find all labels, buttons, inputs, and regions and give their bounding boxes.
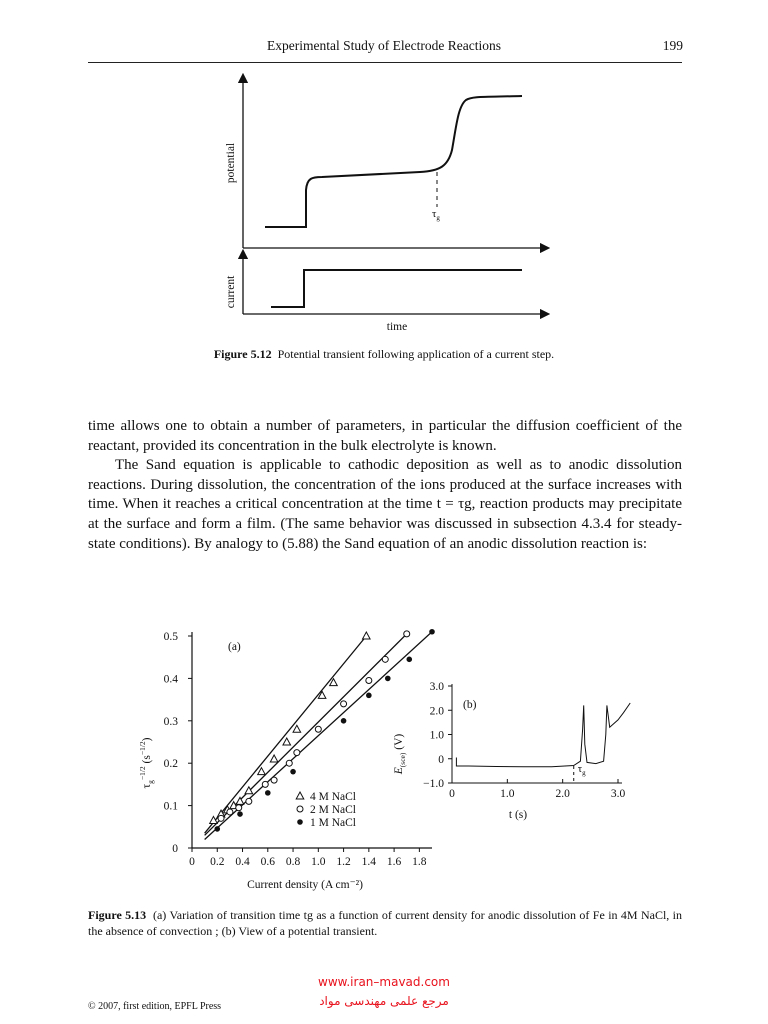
chart-b-y-tick-label: 0: [438, 753, 444, 766]
chart-a-data-point: [262, 781, 268, 787]
chart-a-x-tick-label: 0.4: [235, 856, 250, 868]
chart-a-y-tick-label: 0: [172, 843, 178, 855]
chart-a-legend-label: 1 M NaCl: [310, 817, 356, 829]
chart-b-x-tick-label: 0: [449, 788, 455, 800]
chart-b-ylabel: $E_{(sce)}$ (V): [393, 733, 407, 775]
chart-b-axes: [452, 684, 622, 783]
header-rule: [88, 62, 682, 63]
chart-a-data-point: [382, 656, 388, 662]
figure-5-13-caption-text: (a) Variation of transition time tg as a function of current density for anodic dissolution of Fe in 4M NaCl, in the absence of convection ; (b) View of a potential transient.: [88, 908, 683, 938]
chart-a-data-point: [429, 629, 435, 635]
chart-b-ticks: [423, 681, 625, 800]
chart-b-x-tick-label: 3.0: [610, 788, 626, 800]
chart-b-y-tick-label: 2.0: [429, 705, 444, 718]
copyright: © 2007, first edition, EPFL Press: [88, 1001, 222, 1012]
chart-a-legend-label: 2 M NaCl: [310, 804, 356, 816]
chart-a-data-point: [246, 798, 252, 804]
chart-a-data-point: [406, 657, 412, 663]
chart-a-data-point: [315, 726, 321, 732]
page-number: 199: [662, 38, 683, 53]
chart-b-y-tick-label: −1.0: [423, 778, 444, 790]
chart-a-x-tick-label: 1.4: [361, 856, 377, 868]
chart-a-y-tick-label: 0.1: [163, 800, 178, 813]
chart-a-x-tick-label: 1.2: [336, 856, 351, 868]
chart-b-x-tick-label: 1.0: [500, 788, 515, 800]
chart-a-data-point: [271, 777, 277, 783]
chart-a-x-tick-label: 1.8: [412, 856, 427, 868]
chart-b-y-tick-label: 1.0: [429, 729, 444, 742]
figure-5-13-caption-label: Figure 5.13: [88, 908, 147, 922]
chart-a-x-tick-label: 1.0: [311, 856, 326, 868]
chart-a-data-point: [283, 738, 291, 745]
chart-a-legend: [296, 791, 356, 829]
chart-a-y-tick-label: 0.5: [163, 631, 178, 643]
figure-5-12-caption-text: Potential transient following application of a current step.: [277, 347, 555, 361]
chart-a-data-point: [214, 826, 220, 832]
running-title: Experimental Study of Electrode Reactions: [267, 38, 501, 53]
figure-5-12-caption: [0, 346, 768, 362]
chart-a-data-point: [293, 725, 301, 732]
chart-a-data-point: [227, 809, 233, 815]
chart-a-x-tick-label: 0.8: [285, 856, 301, 868]
potential-label: potential: [225, 142, 237, 184]
chart-b-y-tick-label: 3.0: [429, 681, 444, 693]
watermark-url: www.iran–mavad.com: [318, 975, 450, 989]
time-label: time: [386, 321, 408, 333]
chart-a-data-point: [237, 811, 243, 817]
figure-5-13-caption: [88, 907, 682, 939]
chart-a-data-point: [258, 768, 266, 775]
chart-b-x-tick-label: 2.0: [555, 788, 570, 800]
chart-a-data-point: [363, 632, 371, 639]
chart-a-data-point: [341, 701, 347, 707]
chart-a-ylabel: $\tau_g^{-1/2}$ $(s^{-1/2})$: [138, 737, 155, 789]
current-step: [271, 270, 522, 307]
watermark-persian: مرجع علمی مهندسی مواد: [319, 994, 449, 1008]
potential-curve: [265, 96, 522, 227]
chart-a-legend-marker: [297, 806, 303, 812]
chart-a-x-tick-label: 0.2: [210, 856, 225, 868]
chart-b-transient-line: [456, 703, 630, 767]
figure-5-12: [0, 70, 768, 342]
figure-5-12-caption-label: Figure 5.12: [213, 347, 272, 361]
body-text: [88, 417, 682, 554]
chart-a-data-point: [290, 769, 296, 775]
chart-a-panel-label: (a): [228, 641, 241, 653]
chart-a-data-point: [236, 797, 244, 804]
chart-a-data-point: [270, 755, 278, 762]
chart-a-data-point: [218, 815, 224, 821]
paragraph-1: time allows one to obtain a number of parameters, in particular the diffusion coefficient of the reactant, provided its concentration in the bulk electrolyte is known.: [88, 418, 682, 454]
chart-a-data-point: [404, 631, 410, 637]
chart-a-x-tick-label: 1.6: [386, 856, 402, 868]
chart-a-y-tick-label: 0.3: [163, 715, 178, 728]
chart-a-data-point: [265, 790, 271, 796]
chart-a-data-point: [366, 678, 372, 684]
chart-a-data-point: [286, 760, 292, 766]
chart-a-data-point: [366, 693, 372, 699]
chart-a-legend-marker: [297, 819, 303, 825]
chart-b-xlabel: t (s): [508, 809, 528, 821]
current-label: current: [225, 275, 237, 309]
chart-a-xlabel: Current density (A cm⁻²): [247, 879, 363, 891]
chart-a-y-tick-label: 0.4: [163, 673, 178, 686]
chart-b-tau-label: $\tau_g$: [577, 763, 586, 778]
chart-a-legend-label: 4 M NaCl: [310, 791, 356, 803]
figure-5-13b-chart: [388, 668, 658, 828]
chart-a-x-tick-label: 0: [189, 856, 195, 868]
chart-a-data-point: [236, 805, 242, 811]
chart-a-data-point: [341, 718, 347, 724]
chart-a-data-point: [294, 750, 300, 756]
chart-b-panel-label: (b): [463, 699, 477, 711]
paragraph-2: The Sand equation is applicable to cathodic deposition as well as to anodic dissolution reactions. During dissolution, the concentration of the ions produced at the surface increases with time. When it reaches a critical concentration at the time t = τg, reaction products may precipitate at the surface and form a film. (The same behavior was discussed in subsection 4.3.4 for steady-state conditions). By analogy to (5.88) the Sand equation of an anodic dissolution reaction is:: [88, 457, 682, 552]
tau-g-label: $\tau_g$: [432, 208, 440, 222]
chart-a-x-tick-label: 0.6: [260, 856, 275, 868]
chart-a-legend-marker: [296, 792, 304, 799]
chart-a-y-tick-label: 0.2: [163, 758, 178, 771]
